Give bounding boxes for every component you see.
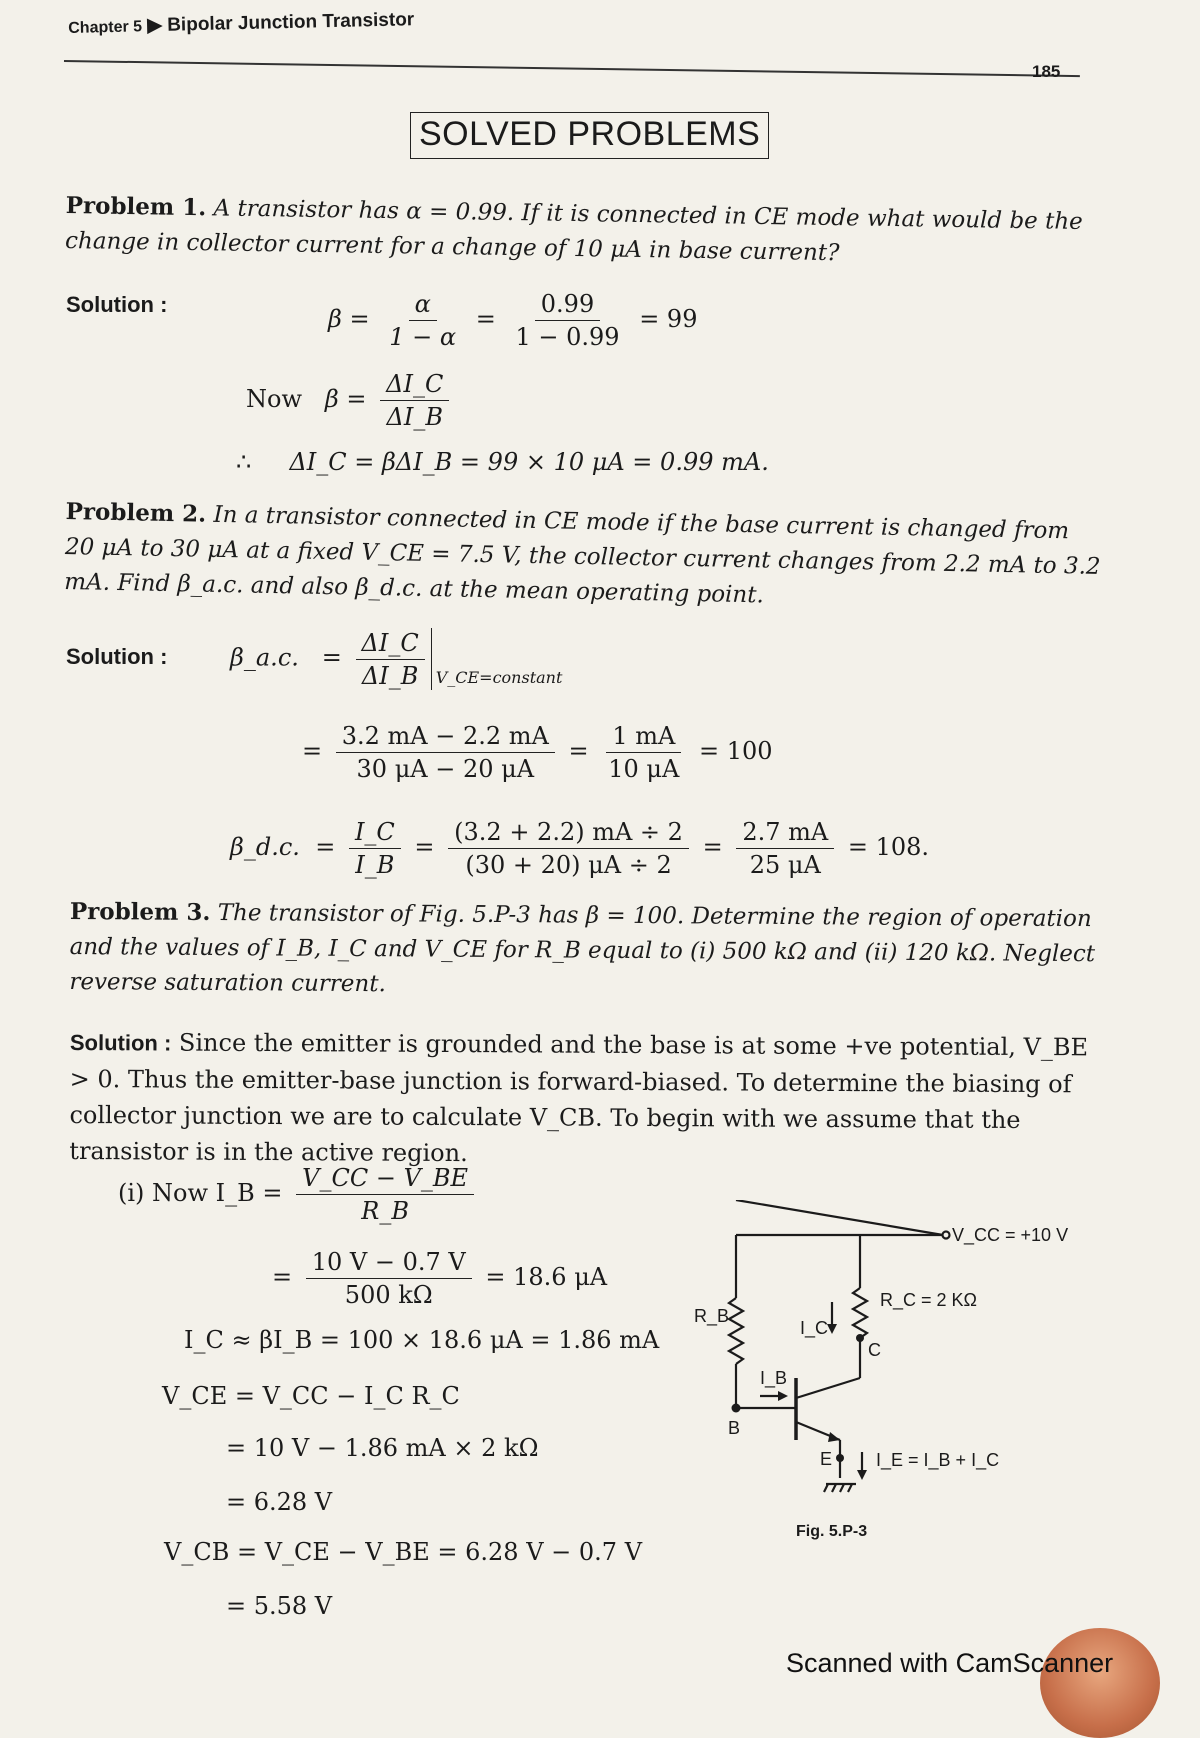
eq-lhs: (i) Now I_B (118, 1179, 255, 1207)
fraction (448, 818, 689, 879)
fraction (306, 1248, 472, 1309)
vcc-label: V_CC = +10 V (952, 1225, 1069, 1245)
fraction-denominator: 500 kΩ (344, 1281, 433, 1309)
problem-1-equation-now: Now β = $\frac{\Delta I\_C}{\Delta I\_B}$ (246, 370, 455, 431)
problem-3-solution-text: Since the emitter is grounded and the base is at some +ve potential, V_BE > 0. Thus the emitter-base junction is forward-biased. To determine the biasing of collector junction we are to calculate V_CB. To begin with we assume that the transistor is in the active region. (69, 1028, 1089, 1168)
fraction-denominator: 10 μA (608, 755, 680, 783)
fraction (349, 818, 401, 879)
eq-result: = 18.6 μA (485, 1263, 608, 1291)
problem-1-label: Problem 1. (65, 191, 207, 222)
fraction-numerator: ΔI_C (380, 370, 449, 401)
ground-hatch (840, 1484, 844, 1492)
fraction (602, 722, 685, 783)
header-rule (64, 60, 1080, 77)
problem-3-equation-ib: (i) Now I_B = $\frac{V\_CC - V\_BE}{R\_B}$ (118, 1164, 480, 1225)
rc-resistor (853, 1288, 867, 1338)
fraction-denominator: 1 − α (389, 323, 457, 351)
chapter-header (68, 8, 414, 39)
fraction-numerator: V_CC − V_BE (296, 1164, 474, 1195)
collector-label: C (868, 1340, 881, 1360)
emitter-arrowhead (828, 1432, 840, 1442)
page-number: 185 (1032, 62, 1061, 81)
problem-3-equation-vce-1: V_CE = V_CC − I_C R_C (162, 1382, 460, 1410)
fraction-denominator: I_B (355, 851, 395, 879)
fraction (356, 629, 425, 690)
problem-1-equation-beta: β = $\frac{\alpha}{1 - \alpha}$ = $\frac{0.99}{1 - 0.99}$ = 99 (328, 290, 698, 351)
ic-arrowhead (827, 1324, 837, 1334)
ground-hatch (832, 1484, 836, 1492)
eq-lhs: β (324, 385, 339, 413)
vcc-terminal (943, 1232, 950, 1239)
ground-hatch (848, 1484, 852, 1492)
problem-2-solution-label: Solution : (66, 644, 168, 669)
fraction-numerator: 3.2 mA − 2.2 mA (336, 722, 555, 753)
fraction-denominator: 25 μA (749, 851, 821, 879)
collector-node (856, 1334, 864, 1342)
rb-label: R_B (694, 1306, 730, 1326)
problem-3-label: Problem 3. (69, 897, 211, 926)
fraction-numerator: 2.7 mA (736, 818, 834, 849)
problem-3-equation-vcb-2: = 5.58 V (226, 1592, 333, 1620)
fraction-numerator: 0.99 (535, 290, 600, 321)
fraction-denominator: (30 + 20) μA ÷ 2 (465, 851, 672, 879)
fraction-denominator: ΔI_B (386, 403, 443, 431)
problem-3-equation-vce-3: = 6.28 V (226, 1488, 333, 1516)
problem-1-solution-label: Solution : (66, 292, 168, 317)
problem-2-equation-bac: β_a.c. = $\frac{\Delta I\_C}{\Delta I\_B}$ V_CE=constant (230, 628, 563, 690)
problem-1-equation-result (236, 448, 769, 476)
figure-caption: Fig. 5.P-3 (796, 1523, 868, 1540)
problem-3-solution-label: Solution : (69, 1029, 172, 1056)
ground-hatch (824, 1484, 828, 1492)
eq-lhs: β_a.c. (230, 643, 299, 672)
problem-1-statement (65, 188, 1096, 275)
problem-2-equation-bdc: β_d.c. = $\frac{I\_C}{I\_B}$ = $\frac{(3.2 + 2.2) mA \div 2}{(30 + 20) \mu A \div 2}$ = $\frac{2.7 mA}{25 \mu A}$ = 108. (230, 818, 930, 879)
fraction-denominator: 1 − 0.99 (515, 323, 620, 351)
fraction-numerator: 10 V − 0.7 V (306, 1248, 472, 1279)
fraction-denominator: ΔI_B (361, 661, 419, 690)
emitter-label: E (820, 1449, 833, 1469)
fraction (296, 1164, 474, 1225)
problem-2-equation-bac-values: = $\frac{3.2 mA - 2.2 mA}{30 \mu A - 20 \mu A}$ = $\frac{1 mA}{10 \mu A}$ = 100 (302, 722, 773, 783)
condition-label: V_CE=constant (435, 668, 563, 687)
problem-1-text: A transistor has α = 0.99. If it is connected in CE mode what would be the change in collector current for a change of 10 μA in base current? (64, 195, 1083, 267)
problem-3-equation-vcb-1: V_CB = V_CE − V_BE = 6.28 V − 0.7 V (164, 1538, 643, 1566)
emitter-node (836, 1454, 844, 1462)
fraction-numerator: 1 mA (606, 722, 681, 753)
fraction (383, 290, 462, 351)
problem-3-equation-ic: I_C ≈ βI_B = 100 × 18.6 μA = 1.86 mA (184, 1326, 660, 1354)
problem-3-solution (69, 1024, 1100, 1174)
problem-2-statement (64, 494, 1106, 620)
circuit-figure (680, 1200, 1100, 1600)
problem-3-text: The transistor of Fig. 5.P-3 has β = 100. Determine the region of operation and the values of I_B, I_C and V_CE for R_B equal to (i) 500 kΩ and (ii) 120 kΩ. Neglect reverse saturation current. (69, 900, 1096, 998)
ib-label: I_B (760, 1368, 788, 1388)
fraction-numerator: α (409, 290, 437, 321)
therefore-symbol: ∴ (236, 448, 252, 476)
fraction-numerator: ΔI_C (356, 629, 425, 660)
problem-2-label: Problem 2. (65, 497, 207, 528)
ie-arrowhead (857, 1470, 867, 1480)
eq-result: = 100 (699, 737, 773, 765)
problem-2-text: In a transistor connected in CE mode if the base current is changed from 20 μA to 30 μA at a fixed V_CE = 7.5 V, the collector current changes from 2.2 mA to 3.2 mA. Find β_a.c. and also β_d.c. at the mean operating point. (64, 501, 1101, 609)
camscanner-watermark: Scanned with CamScanner (786, 1648, 1114, 1678)
ic-label: I_C (800, 1318, 829, 1338)
eq-result: = 99 (639, 305, 698, 333)
problem-3-statement (69, 894, 1100, 1007)
base-node (732, 1404, 741, 1413)
fraction-numerator: (3.2 + 2.2) mA ÷ 2 (448, 818, 689, 849)
evaluation-bar (431, 628, 563, 690)
rb-resistor (729, 1298, 743, 1364)
rc-label: R_C = 2 KΩ (880, 1290, 977, 1310)
eq-lhs: β_d.c. (230, 833, 300, 861)
fraction (736, 818, 834, 879)
eq-result: = 108. (847, 833, 930, 861)
thumb-photo (1040, 1628, 1160, 1738)
chapter-arrow-icon: ▶ (147, 14, 163, 37)
fraction-denominator: 30 μA − 20 μA (356, 755, 535, 783)
ib-arrowhead (778, 1391, 788, 1401)
fraction (509, 290, 625, 351)
fraction (380, 370, 449, 431)
chapter-number: Chapter 5 (68, 18, 143, 37)
problem-3-equation-ib-values: = $\frac{10 V - 0.7 V}{500 k\Omega}$ = 18.6 μA (272, 1248, 608, 1309)
eq-lhs: β (328, 305, 342, 333)
fraction (336, 722, 555, 783)
fraction-denominator: R_B (361, 1197, 409, 1225)
now-label: Now (246, 385, 302, 413)
eq-text: ΔI_C = βΔI_B = 99 × 10 μA = 0.99 mA. (289, 448, 769, 476)
problem-3-equation-vce-2: = 10 V − 1.86 mA × 2 kΩ (226, 1434, 539, 1462)
transistor-collector (796, 1378, 860, 1398)
ie-label: I_E = I_B + I_C (876, 1450, 1000, 1470)
section-title: SOLVED PROBLEMS (410, 112, 769, 159)
chapter-title: Bipolar Junction Transistor (166, 9, 415, 36)
fraction-numerator: I_C (349, 818, 401, 849)
base-label: B (728, 1418, 741, 1438)
vcc-rail (736, 1200, 943, 1235)
